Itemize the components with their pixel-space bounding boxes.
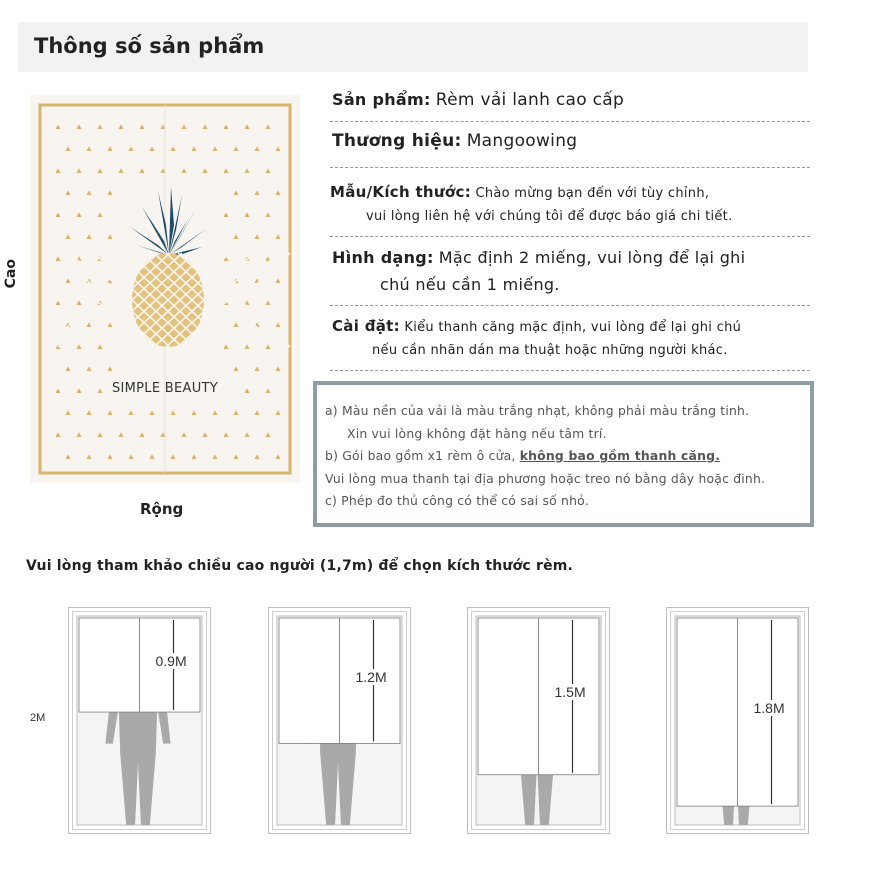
width-label: Rộng <box>130 500 193 518</box>
note-b-emphasis: không bao gồm thanh căng. <box>519 448 721 463</box>
divider <box>330 167 810 168</box>
spec-product <box>332 90 812 110</box>
spec-value-cont: vui lòng liên hệ với chúng tôi để được báo giá chi tiết. <box>366 209 733 224</box>
note-b <box>325 445 802 468</box>
note-a: a) Màu nền của vải là màu trắng nhạt, không phải màu trắng tinh. <box>325 403 750 418</box>
divider <box>330 370 810 371</box>
note-a-cont: Xin vui lòng không đặt hàng nếu tâm trí. <box>347 425 607 441</box>
divider <box>330 121 810 122</box>
spec-value: Chào mừng bạn đến với tùy chỉnh, <box>475 186 710 201</box>
note-b-prefix: b) Gói bao gồm x1 rèm ô cửa, <box>325 448 520 463</box>
note-b-cont: Vui lòng mua thanh tại địa phương hoặc treo nó bằng dây hoặc đinh. <box>325 470 766 486</box>
size-label: 0.9M <box>155 653 187 670</box>
spec-value: Mangoowing <box>466 131 578 151</box>
curtain-illustration <box>30 95 300 483</box>
spec-value-cont: chú nếu cần 1 miếng. <box>380 275 560 294</box>
spec-value: Mặc định 2 miếng, vui lòng để lại ghi <box>438 248 746 267</box>
spec-install <box>332 317 812 358</box>
door-illustration <box>467 607 610 834</box>
spec-size <box>330 183 810 224</box>
spec-key: Cài đặt: <box>332 317 400 335</box>
pineapple-leaves-icon <box>130 187 206 255</box>
image-caption: SIMPLE BEAUTY <box>111 381 219 396</box>
section-header <box>18 22 808 72</box>
size-label: 1.2M <box>355 668 387 685</box>
divider <box>330 305 810 306</box>
spec-key: Sản phẩm: <box>332 90 431 109</box>
door-illustration <box>666 607 809 834</box>
size-panel-3 <box>467 607 610 834</box>
size-label: 1.5M <box>554 684 586 701</box>
spec-value: Rèm vải lanh cao cấp <box>435 90 625 110</box>
spec-value-cont: nếu cần nhãn dán ma thuật hoặc những người khác. <box>372 343 728 358</box>
spec-key: Mẫu/Kích thước: <box>330 183 471 201</box>
size-label: 1.8M <box>753 700 785 717</box>
size-panel-4 <box>666 607 809 834</box>
divider <box>330 236 810 237</box>
spec-shape <box>332 248 812 294</box>
door-height-line <box>49 609 50 835</box>
door-illustration <box>68 607 211 834</box>
door-height-label: 2M <box>30 712 46 724</box>
spec-brand <box>332 131 812 151</box>
spec-key: Thương hiệu: <box>332 131 462 151</box>
size-panel-2 <box>268 607 411 834</box>
spec-key: Hình dạng: <box>332 248 434 267</box>
reference-note: Vui lòng tham khảo chiều cao người (1,7m) để chọn kích thước rèm. <box>26 558 574 574</box>
note-c: c) Phép đo thủ công có thể có sai số nhỏ. <box>325 493 590 508</box>
spec-value: Kiểu thanh căng mặc định, vui lòng để lại ghi chú <box>404 320 742 335</box>
product-image <box>30 95 300 483</box>
door-illustration <box>268 607 411 834</box>
height-label: Cao <box>3 255 19 292</box>
notes-box <box>313 381 814 527</box>
size-panel-1 <box>68 607 211 834</box>
section-title: Thông số sản phẩm <box>34 34 265 58</box>
